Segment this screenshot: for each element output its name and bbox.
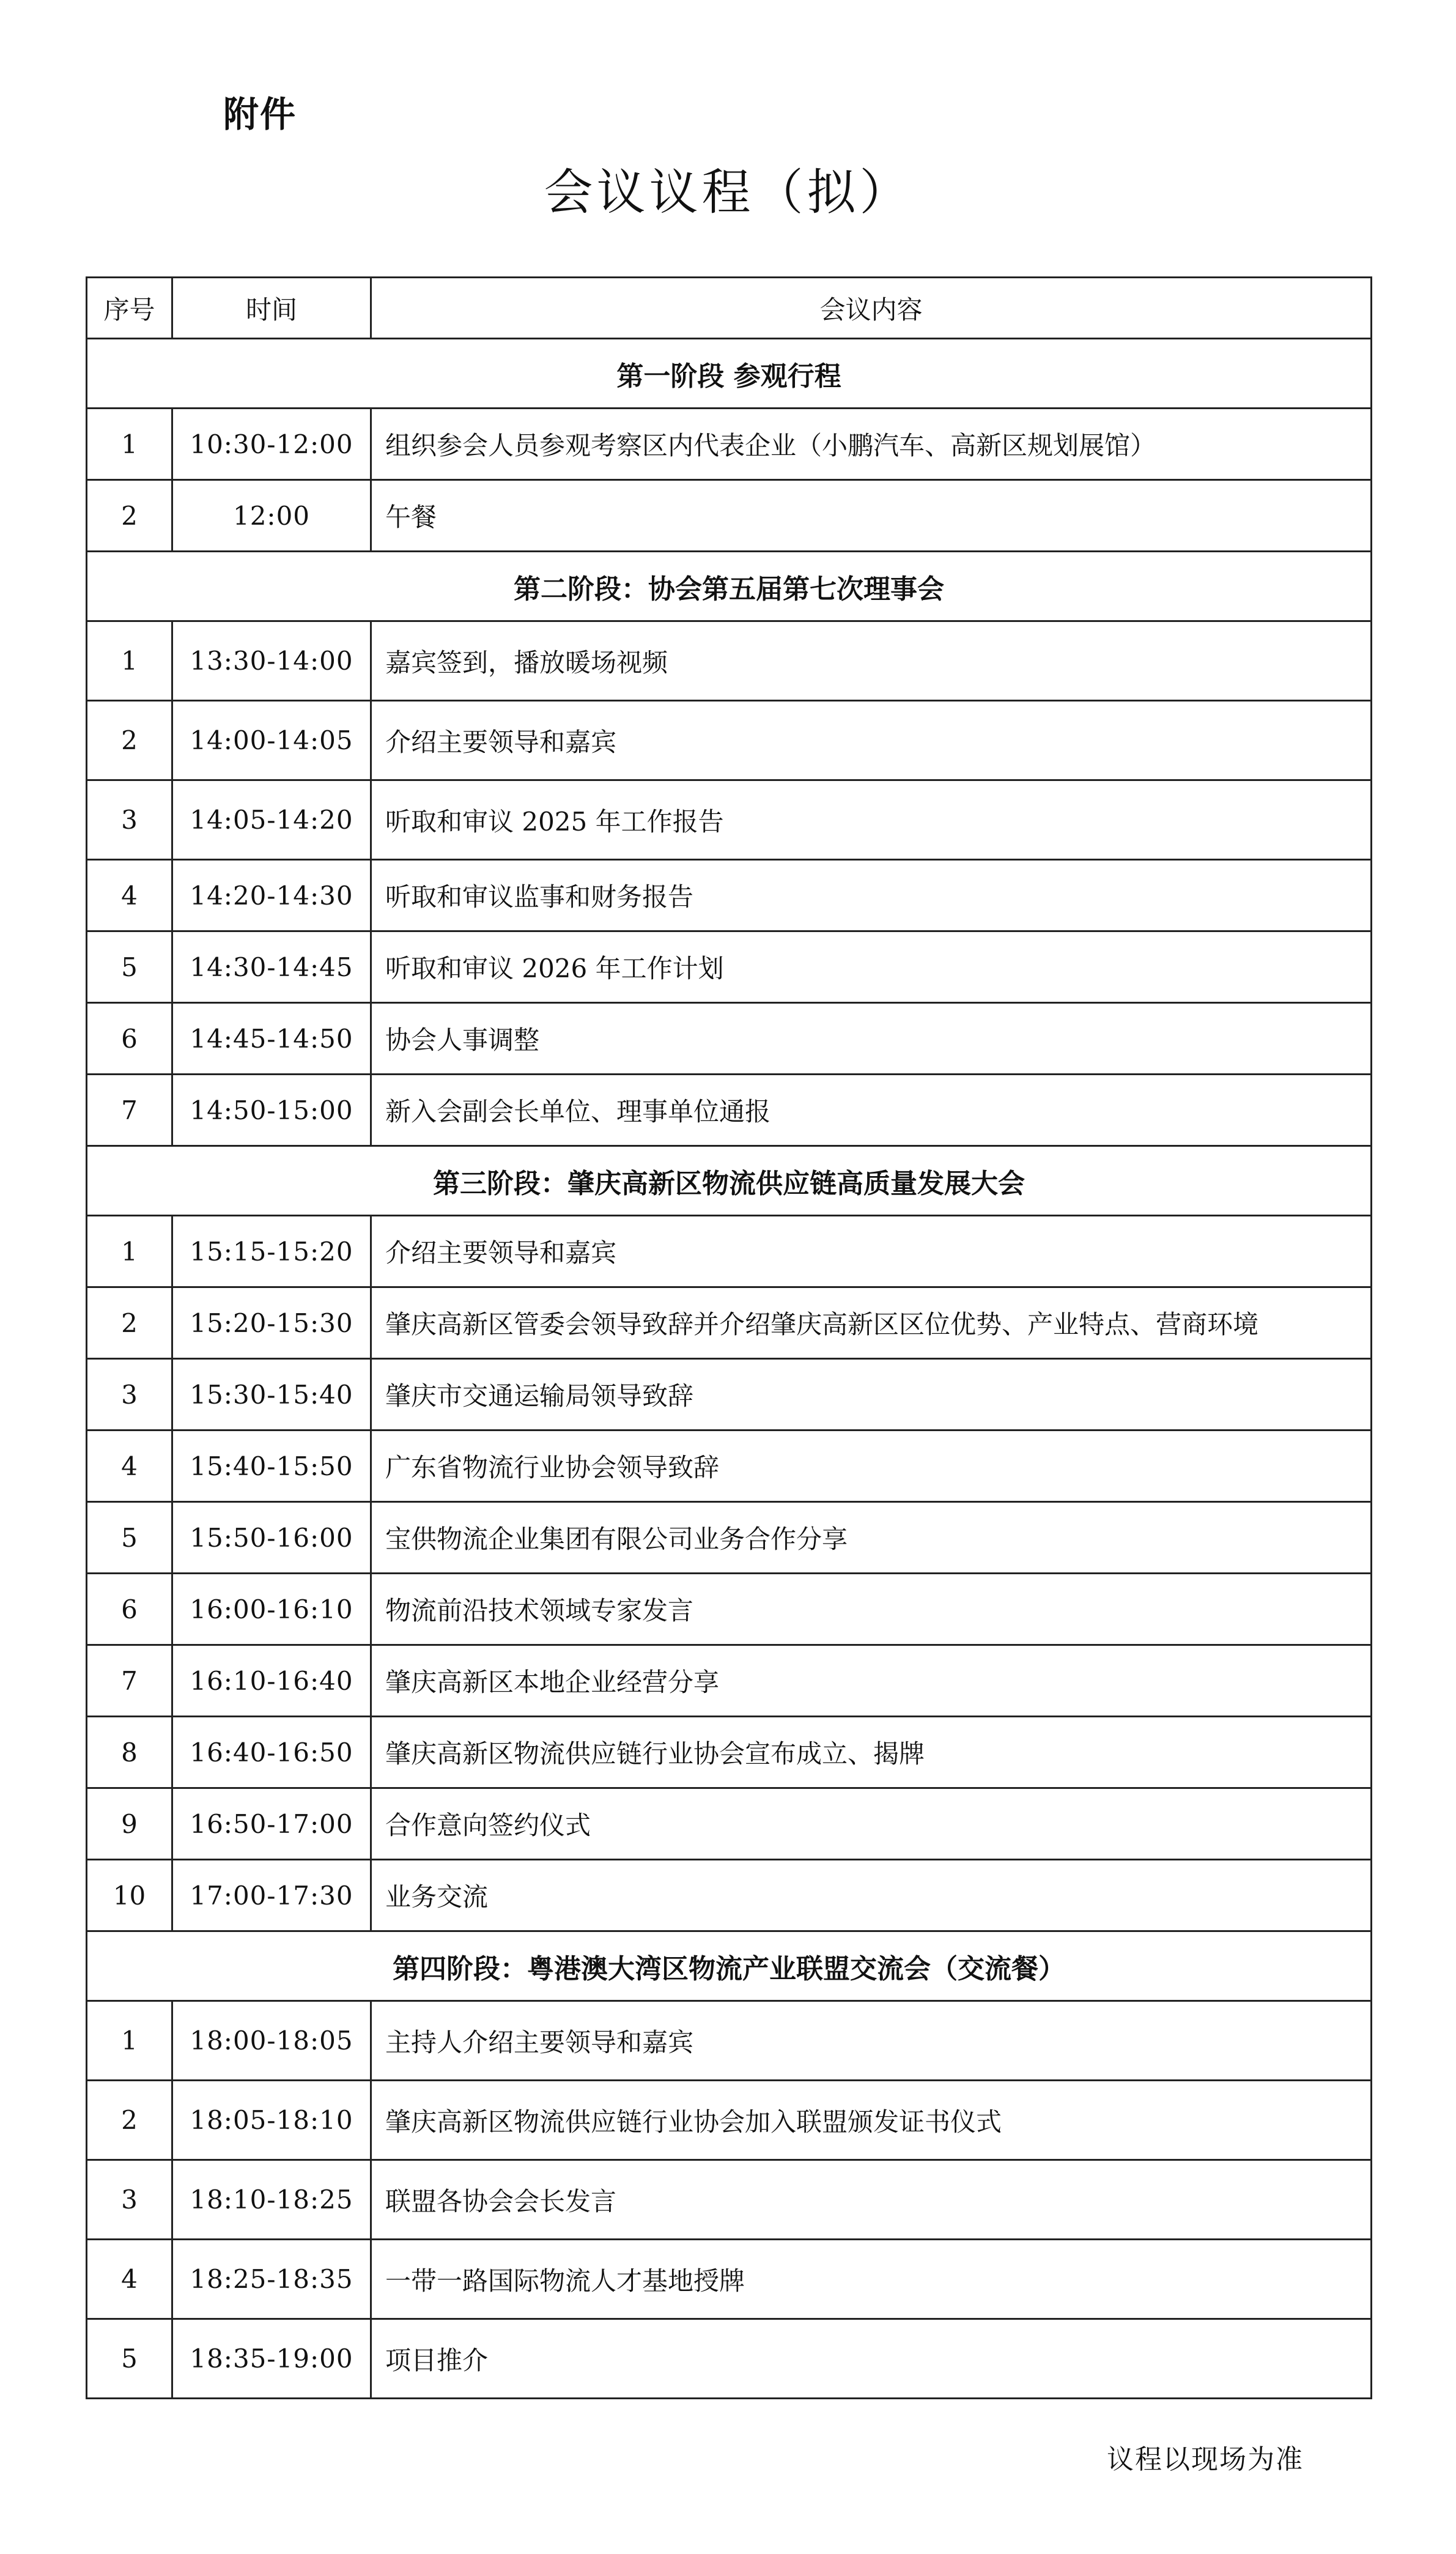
table-row	[87, 480, 1372, 552]
item-number: 2	[87, 701, 172, 780]
item-number: 4	[87, 2240, 172, 2319]
item-number: 2	[87, 1287, 172, 1359]
table-row	[87, 931, 1372, 1003]
item-time: 18:05-18:10	[172, 2081, 371, 2160]
item-time: 16:10-16:40	[172, 1645, 371, 1717]
table-row	[87, 2001, 1372, 2081]
item-content: 肇庆市交通运输局领导致辞	[371, 1359, 1372, 1431]
item-content: 项目推介	[371, 2319, 1372, 2399]
table-row	[87, 2240, 1372, 2319]
item-content: 介绍主要领导和嘉宾	[371, 701, 1372, 780]
item-content: 肇庆高新区本地企业经营分享	[371, 1645, 1372, 1717]
table-row	[87, 1287, 1372, 1359]
table-row	[87, 2160, 1372, 2240]
item-content: 宝供物流企业集团有限公司业务合作分享	[371, 1502, 1372, 1574]
item-content: 组织参会人员参观考察区内代表企业（小鹏汽车、高新区规划展馆）	[371, 409, 1372, 480]
page-title: 会议议程（拟）	[544, 164, 912, 221]
item-number: 3	[87, 1359, 172, 1431]
item-time: 15:30-15:40	[172, 1359, 371, 1431]
item-number: 1	[87, 409, 172, 480]
table-row	[87, 1502, 1372, 1574]
item-time: 14:20-14:30	[172, 860, 371, 931]
item-time: 16:00-16:10	[172, 1574, 371, 1645]
table-row	[87, 2081, 1372, 2160]
item-content: 主持人介绍主要领导和嘉宾	[371, 2001, 1372, 2081]
item-number: 6	[87, 1574, 172, 1645]
item-number: 7	[87, 1645, 172, 1717]
item-number: 1	[87, 621, 172, 701]
table-row	[87, 1075, 1372, 1146]
table-row	[87, 1645, 1372, 1717]
item-time: 18:25-18:35	[172, 2240, 371, 2319]
item-number: 6	[87, 1003, 172, 1075]
table-row	[87, 1717, 1372, 1788]
item-content: 广东省物流行业协会领导致辞	[371, 1431, 1372, 1502]
item-content: 介绍主要领导和嘉宾	[371, 1216, 1372, 1287]
item-content: 协会人事调整	[371, 1003, 1372, 1075]
item-time: 14:05-14:20	[172, 780, 371, 860]
item-time: 18:10-18:25	[172, 2160, 371, 2240]
item-content: 合作意向签约仪式	[371, 1788, 1372, 1860]
item-content: 肇庆高新区物流供应链行业协会加入联盟颁发证书仪式	[371, 2081, 1372, 2160]
item-number: 4	[87, 1431, 172, 1502]
item-number: 2	[87, 2081, 172, 2160]
table-row	[87, 1359, 1372, 1431]
table-row	[87, 1788, 1372, 1860]
table-row	[87, 860, 1372, 931]
item-content: 听取和审议 2026 年工作计划	[371, 931, 1372, 1003]
table-row	[87, 780, 1372, 860]
header-time: 时间	[172, 278, 371, 339]
item-number: 5	[87, 2319, 172, 2399]
item-content: 物流前沿技术领域专家发言	[371, 1574, 1372, 1645]
section-row	[87, 552, 1372, 621]
item-time: 18:35-19:00	[172, 2319, 371, 2399]
item-number: 4	[87, 860, 172, 931]
section-row	[87, 1931, 1372, 2001]
item-number: 3	[87, 780, 172, 860]
item-number: 1	[87, 1216, 172, 1287]
section-row	[87, 339, 1372, 409]
item-content: 肇庆高新区管委会领导致辞并介绍肇庆高新区区位优势、产业特点、营商环境	[371, 1287, 1372, 1359]
section-title: 第二阶段：协会第五届第七次理事会	[87, 552, 1372, 621]
item-number: 3	[87, 2160, 172, 2240]
item-content: 嘉宾签到，播放暖场视频	[371, 621, 1372, 701]
item-time: 10:30-12:00	[172, 409, 371, 480]
table-row	[87, 621, 1372, 701]
item-time: 15:40-15:50	[172, 1431, 371, 1502]
item-time: 16:40-16:50	[172, 1717, 371, 1788]
section-title: 第四阶段：粤港澳大湾区物流产业联盟交流会（交流餐）	[87, 1931, 1372, 2001]
item-number: 1	[87, 2001, 172, 2081]
item-time: 14:50-15:00	[172, 1075, 371, 1146]
header-content: 会议内容	[371, 278, 1372, 339]
agenda-table	[86, 276, 1372, 2399]
item-time: 18:00-18:05	[172, 2001, 371, 2081]
item-content: 一带一路国际物流人才基地授牌	[371, 2240, 1372, 2319]
item-content: 联盟各协会会长发言	[371, 2160, 1372, 2240]
table-row	[87, 2319, 1372, 2399]
table-row	[87, 409, 1372, 480]
item-content: 业务交流	[371, 1860, 1372, 1931]
item-time: 14:30-14:45	[172, 931, 371, 1003]
item-number: 2	[87, 480, 172, 552]
item-number: 5	[87, 1502, 172, 1574]
item-time: 17:00-17:30	[172, 1860, 371, 1931]
item-content: 新入会副会长单位、理事单位通报	[371, 1075, 1372, 1146]
item-content: 肇庆高新区物流供应链行业协会宣布成立、揭牌	[371, 1717, 1372, 1788]
table-row	[87, 701, 1372, 780]
section-row	[87, 1146, 1372, 1216]
item-number: 9	[87, 1788, 172, 1860]
item-number: 8	[87, 1717, 172, 1788]
table-header-row	[87, 278, 1372, 339]
item-time: 14:00-14:05	[172, 701, 371, 780]
item-time: 12:00	[172, 480, 371, 552]
section-title: 第三阶段：肇庆高新区物流供应链高质量发展大会	[87, 1146, 1372, 1216]
section-title: 第一阶段 参观行程	[87, 339, 1372, 409]
item-time: 14:45-14:50	[172, 1003, 371, 1075]
table-row	[87, 1574, 1372, 1645]
item-time: 15:15-15:20	[172, 1216, 371, 1287]
table-row	[87, 1003, 1372, 1075]
item-content: 听取和审议监事和财务报告	[371, 860, 1372, 931]
item-content: 午餐	[371, 480, 1372, 552]
item-time: 13:30-14:00	[172, 621, 371, 701]
footer-note: 议程以现场为准	[1107, 2444, 1304, 2475]
attachment-label: 附件	[223, 94, 297, 135]
item-content: 听取和审议 2025 年工作报告	[371, 780, 1372, 860]
header-number: 序号	[87, 278, 172, 339]
table-row	[87, 1216, 1372, 1287]
table-row	[87, 1860, 1372, 1931]
item-time: 15:50-16:00	[172, 1502, 371, 1574]
agenda-body	[87, 339, 1372, 2399]
item-number: 5	[87, 931, 172, 1003]
table-row	[87, 1431, 1372, 1502]
item-time: 15:20-15:30	[172, 1287, 371, 1359]
item-number: 7	[87, 1075, 172, 1146]
item-time: 16:50-17:00	[172, 1788, 371, 1860]
item-number: 10	[87, 1860, 172, 1931]
